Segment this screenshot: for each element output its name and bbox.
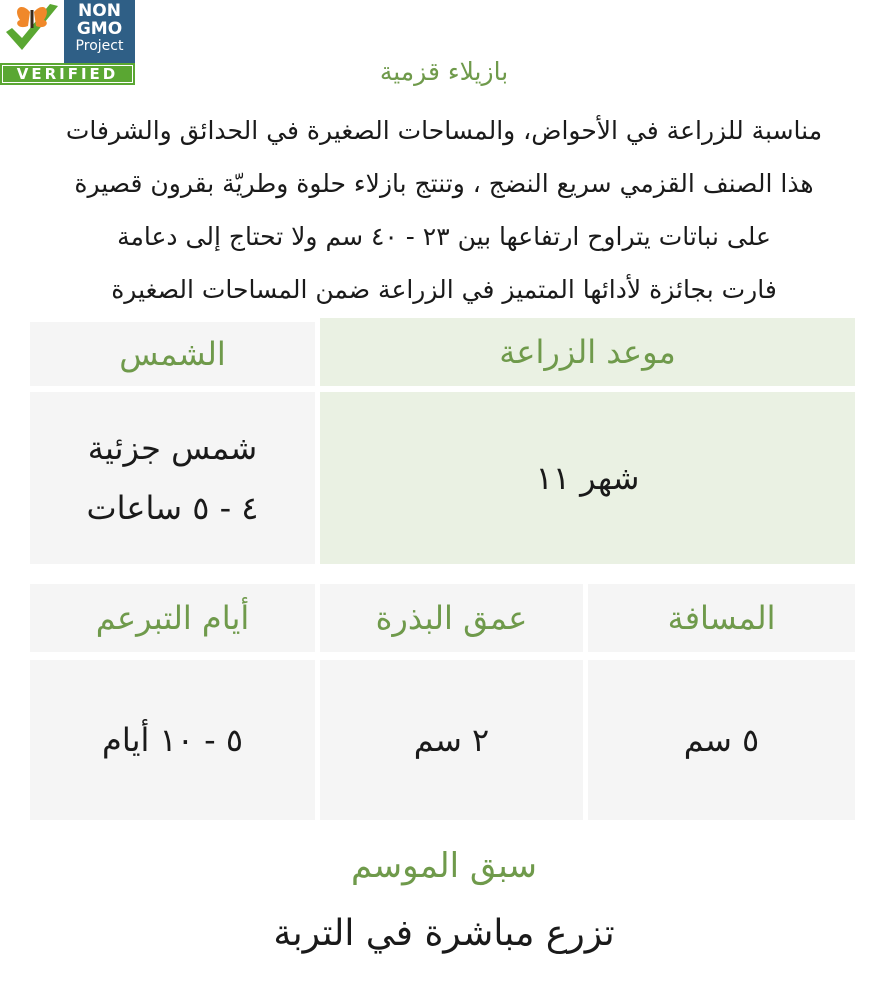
logo-line-project: Project [75, 38, 124, 54]
product-description [20, 104, 868, 316]
logo-line-gmo: GMO [76, 19, 123, 39]
seed-depth-header-label: عمق البذرة [375, 599, 528, 637]
germination-days-value [30, 660, 315, 820]
product-title: بازيلاء قزمية [379, 57, 509, 86]
description-line: على نباتات يتراوح ارتفاعها بين ٢٣ - ٤٠ سم ولا تحتاج إلى دعامة [117, 222, 771, 251]
logo-verified-text: VERIFIED [2, 65, 133, 83]
sun-value [30, 392, 315, 564]
planting-time-value [320, 392, 855, 564]
spacing-header-label: المسافة [667, 599, 776, 637]
season-heading: سبق الموسم [350, 846, 538, 886]
description-line: هذا الصنف القزمي سريع النضج ، وتنتج بازلاء حلوة وطريّة بقرون قصيرة [74, 169, 814, 198]
logo-line-non: NON [78, 1, 121, 21]
planting-time-header [320, 318, 855, 386]
spacing-header [588, 584, 855, 652]
germination-days-header [30, 584, 315, 652]
sowing-method: تزرع مباشرة في التربة [273, 913, 615, 954]
seed-depth-value-text: ٢ سم [413, 721, 490, 759]
seed-depth-value [320, 660, 583, 820]
sun-value-line2: ٤ - ٥ ساعات [86, 489, 259, 527]
seed-depth-header [320, 584, 583, 652]
sun-value-line1: شمس جزئية [87, 429, 258, 467]
spacing-value-text: ٥ سم [683, 721, 760, 759]
sun-header [30, 322, 315, 386]
description-line: فارت بجائزة لأدائها المتميز في الزراعة ضمن المساحات الصغيرة [111, 275, 777, 304]
germination-days-header-label: أيام التبرعم [95, 599, 250, 637]
germination-days-value-text: ٥ - ١٠ أيام [102, 721, 243, 759]
description-line: مناسبة للزراعة في الأحواض، والمساحات الصغيرة في الحدائق والشرفات [65, 116, 823, 145]
sun-header-label: الشمس [119, 335, 226, 373]
planting-time-header-label: موعد الزراعة [499, 333, 676, 371]
planting-time-value-text: شهر ١١ [535, 459, 640, 497]
spacing-value [588, 660, 855, 820]
